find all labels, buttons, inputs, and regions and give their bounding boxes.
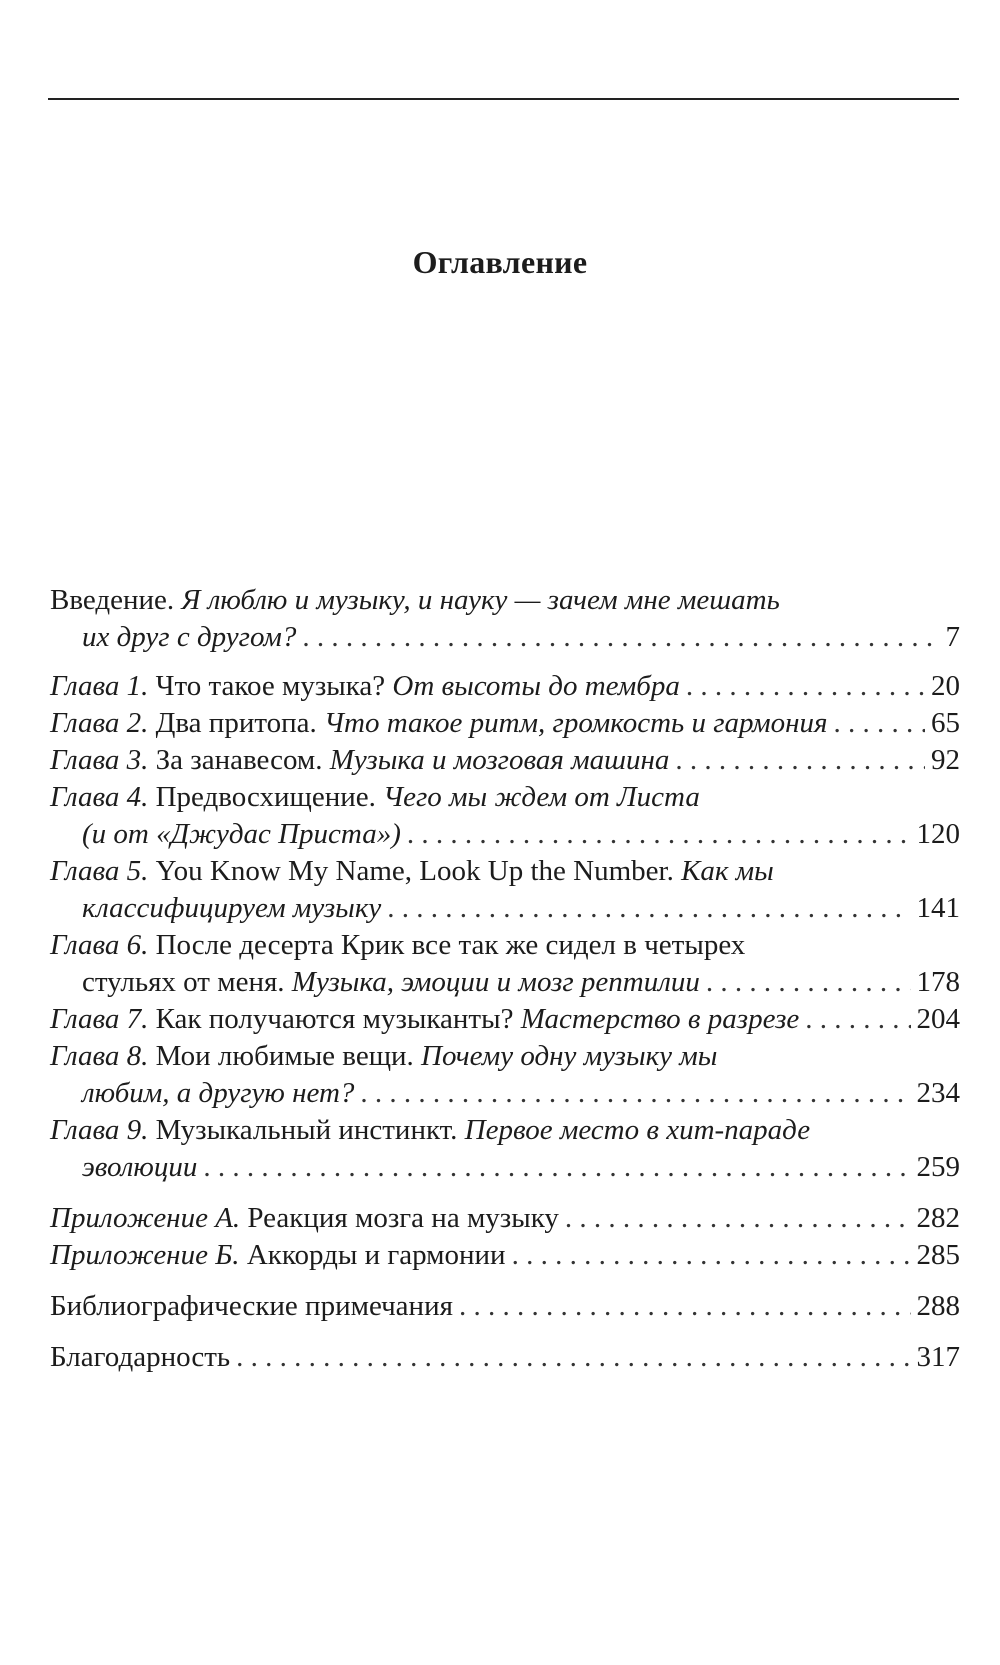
dot-leader	[459, 1288, 911, 1325]
chapter-title: За занавесом.	[155, 744, 323, 776]
toc-entry-chapter-1[interactable]	[50, 668, 960, 705]
chapter-subtitle: Чего мы ждем от Листа	[383, 781, 700, 813]
chapter-subtitle: От высоты до тембра	[392, 670, 680, 702]
dot-leader	[407, 816, 911, 853]
chapter-label: Глава 1.	[50, 670, 149, 702]
dot-leader	[706, 964, 911, 1001]
toc-entry-chapter-8[interactable]	[50, 1038, 960, 1112]
page-number: 92	[931, 744, 960, 776]
chapter-subtitle-continued: классифицируем музыку	[82, 892, 382, 924]
page-number: 7	[945, 621, 960, 653]
chapter-title: Что такое музыка?	[155, 670, 386, 702]
appendix-label: Приложение Б.	[50, 1239, 240, 1271]
chapter-subtitle: Мастерство в разрезе	[520, 1003, 800, 1035]
dot-leader	[686, 668, 925, 705]
dot-leader	[387, 890, 910, 927]
appendix-label: Приложение А.	[50, 1202, 241, 1234]
chapter-subtitle: Первое место в хит-параде	[464, 1114, 811, 1146]
table-of-contents	[50, 582, 960, 1376]
chapter-title: Мои любимые вещи.	[155, 1040, 414, 1072]
toc-entry-bibliography[interactable]	[50, 1288, 960, 1325]
chapter-label: Глава 2.	[50, 707, 149, 739]
toc-entry-chapter-7[interactable]	[50, 1001, 960, 1038]
chapter-title: После десерта Крик все так же сидел в четырех	[155, 929, 746, 961]
chapter-title: Как получаются музыканты?	[155, 1003, 514, 1035]
page-number: 234	[916, 1077, 960, 1109]
chapter-subtitle: Как мы	[681, 855, 774, 887]
page-title: Оглавление	[412, 244, 588, 280]
toc-entry-chapter-5[interactable]	[50, 853, 960, 927]
chapter-subtitle: Музыка, эмоции и мозг рептилии	[291, 966, 700, 998]
chapter-subtitle: Почему одну музыку мы	[421, 1040, 718, 1072]
dot-leader	[805, 1001, 910, 1038]
dot-leader	[833, 705, 925, 742]
chapter-title: You Know My Name, Look Up the Number.	[155, 855, 674, 887]
chapter-title: Музыкальный инстинкт.	[155, 1114, 458, 1146]
chapter-subtitle-continued: любим, а другую нет?	[82, 1077, 355, 1109]
chapter-title: Предвосхищение.	[155, 781, 376, 813]
chapter-label: Глава 5.	[50, 855, 149, 887]
acknowledgments-title: Благодарность	[50, 1341, 231, 1373]
chapter-label: Глава 4.	[50, 781, 149, 813]
toc-entry-chapter-2[interactable]	[50, 705, 960, 742]
dot-leader	[302, 619, 939, 656]
page-number: 282	[916, 1202, 960, 1234]
chapter-subtitle-continued: (и от «Джудас Приста»)	[82, 818, 401, 850]
entry-label-plain: Введение.	[50, 584, 175, 616]
page-number: 120	[916, 818, 960, 850]
toc-entry-chapter-9[interactable]	[50, 1112, 960, 1186]
appendix-title: Аккорды и гармонии	[246, 1239, 506, 1271]
dot-leader	[512, 1237, 911, 1274]
chapter-title-continued: стульях от меня.	[82, 966, 285, 998]
toc-entry-acknowledgments[interactable]	[50, 1339, 960, 1376]
chapter-label: Глава 7.	[50, 1003, 149, 1035]
chapter-subtitle-continued: эволюции	[82, 1151, 198, 1183]
appendix-title: Реакция мозга на музыку	[247, 1202, 559, 1234]
toc-entry-chapter-6[interactable]	[50, 927, 960, 1001]
chapter-title: Два притопа.	[155, 707, 317, 739]
chapter-label: Глава 9.	[50, 1114, 149, 1146]
chapter-label: Глава 8.	[50, 1040, 149, 1072]
chapter-subtitle: Что такое ритм, громкость и гармония	[324, 707, 828, 739]
dot-leader	[236, 1339, 910, 1376]
toc-entry-chapter-3[interactable]	[50, 742, 960, 779]
toc-entry-chapter-4[interactable]	[50, 779, 960, 853]
dot-leader	[675, 742, 925, 779]
chapter-label: Глава 3.	[50, 744, 149, 776]
page-number: 288	[916, 1290, 960, 1322]
page-number: 178	[916, 966, 960, 998]
dot-leader	[565, 1200, 911, 1237]
page-number: 259	[916, 1151, 960, 1183]
dot-leader	[360, 1075, 910, 1112]
page-number: 317	[916, 1341, 960, 1373]
chapter-subtitle: Музыка и мозговая машина	[329, 744, 670, 776]
page-number: 20	[931, 670, 960, 702]
entry-subtitle-continued: их друг с другом?	[82, 621, 297, 653]
page-number: 204	[916, 1003, 960, 1035]
entry-subtitle: Я люблю и музыку, и науку — зачем мне мешать	[181, 584, 780, 616]
page-number: 285	[916, 1239, 960, 1271]
page-number: 65	[931, 707, 960, 739]
toc-entry-appendix-a[interactable]	[50, 1200, 960, 1237]
dot-leader	[203, 1149, 910, 1186]
toc-entry-introduction[interactable]	[50, 582, 960, 656]
header-rule	[48, 98, 959, 100]
toc-entry-appendix-b[interactable]	[50, 1237, 960, 1274]
chapter-label: Глава 6.	[50, 929, 149, 961]
bibliography-title: Библиографические примечания	[50, 1290, 453, 1322]
page-number: 141	[916, 892, 960, 924]
